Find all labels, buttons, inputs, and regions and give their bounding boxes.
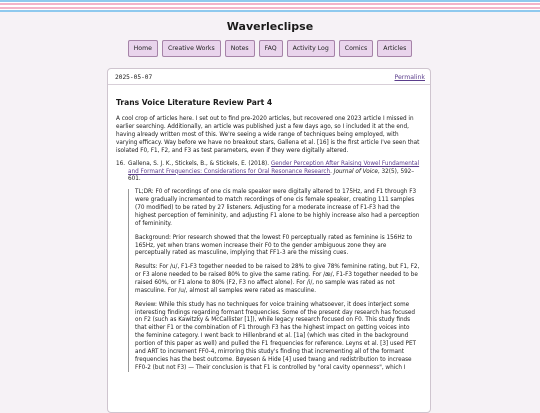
nav-creative-works[interactable]: Creative Works: [162, 40, 221, 57]
post-date: 2025-05-07: [115, 74, 153, 81]
nav-home[interactable]: Home: [128, 40, 158, 57]
review-text: Review: While this study has no techniques for voice training whatsoever, it does interject some interesting findings regarding formant frequencies. Some of the present day research has focused on F2 (such as Kawitzky & McCallister [1]), while legacy research focused on F0. This study finds that either F1 or the combination of F1 through F3 has the highest impact on getting voices into the feminine category. I went back to Hillenbrand et al. [1a] (which was cited in the background portion of this paper as well) and pulled the F1 frequencies for reference. Leyns et al. [3] used PET and ART to increment FF0-4, mirroring this study's finding that incrementing all of the formant frequencies has the best outcome. Bøyesen & Hide [4] used twang and redistribution to increase FF0-2 (but not F3) — Their conclusion is that F1 is controlled by "oral cavity openness", which I: [135, 301, 417, 371]
main-nav: [0, 40, 540, 57]
reference-authors: Gallena, S. J. K., Stickels, B., & Stickels, E. (2018).: [128, 160, 270, 167]
post-header: [108, 69, 430, 85]
nav-articles[interactable]: Articles: [377, 40, 412, 57]
reference-entry: [116, 161, 420, 379]
trans-flag-stripe: [0, 0, 540, 9]
reference-title-link[interactable]: Gender Perception After Raising Vowel Fundamental and Formant Frequencies: Considerations for Oral Resonance Research: [128, 160, 420, 175]
post-card: [107, 68, 431, 413]
site-title: Waverleclipse: [226, 20, 314, 33]
nav-notes[interactable]: Notes: [225, 40, 255, 57]
results-text: Results: For /u/, F1-F3 together needed to be raised to 28% to give 78% feminine rating, but F1, F2, or F3 alone needed to be raised 80% to give the same rating. For /æ/, F1-F3 together needed to be raised 60%, or F1 alone to 80% (F2, F3 no affect alone). For /i/, no sample was rated as not masculine. For /u/, almost all samples were rated as masculine.: [135, 264, 420, 294]
post-title: Trans Voice Literature Review Part 4: [116, 98, 273, 107]
background-text: Background: Prior research showed that the lowest F0 perceptually rated as feminine is 156Hz to 165Hz, yet when trans women increase their F0 to the gender ambiguous zone they are perceptually rated as masculine, implying that FF1-3 are the missing cues.: [135, 234, 413, 257]
nav-faq[interactable]: FAQ: [259, 40, 283, 57]
reference-volume: , 32(5), 592–601.: [128, 168, 415, 183]
nav-comics[interactable]: Comics: [339, 40, 373, 57]
reference-content: Gallena, S. J. K., Stickels, B., & Stickels, E. (2018). Gender Perception After Raising Vowel Fundamental and Formant Frequencies: Considerations for Oral Resonance Research. Journal of Voice, 32(5), 592–601. TL;DR: F0 of recordings of one cis male speaker were digitally altered to 175Hz, and F1 through F3 were gradually incremented to match recordings of one cis female speaker, creating 111 samples (70 modified) to be rated by 27 listeners. Adjusting for a moderate increase of F1-F3 had the highest perception of femininity, and adjusting F1 alone to be highly increase also had a perception of femininity. Background: Prior research showed that the lowest F0 perceptually rated as feminine is 156Hz to 165Hz, yet when trans women increase their F0 to the gender ambiguous zone they are perceptually rated as masculine, implying that FF1-3 are the missing cues. Results: For /u/, F1-F3 together needed to be raised to 28% to give 78% feminine rating, but F1, F2, or F3 alone needed to be raised 80% to give the same rating. For /æ/, F1-F3 together needed to be raised 60%, or F1 alone to 80% (F2, F3 no affect alone). For /i/, no sample was rated as not masculine. For /u/, almost all samples were rated as masculine. Review: While this study has no techniques for voice training whatsoever, it does interject some interesting findings regarding formant frequencies. Some of the present day research has focused on F2 (such as Kawitzky & McCallister [1]), while legacy research focused on F0. This study finds that either F1 or the combination of F1 through F3 has the highest impact on getting voices into the feminine category. I went back to Hillenbrand et al. [1a] (which was cited in the background portion of this paper as well) and pulled the F1 frequencies for reference. Leyns et al. [3] used PET and ART to increment FF0-4, mirroring this study's finding that incrementing all of the formant frequencies has the best outcome. Bøyesen & Hide [4] used twang and redistribution to increase FF0-2 (but not F3) — Their conclusion is that F1 is controlled by "oral cavity openness", which I: [128, 160, 420, 371]
post-intro: A cool crop of articles here. I set out to find pre-2020 articles, but recovered one 2023 article I missed in earlier searching. Additionally, an article was published just a few days ago, so I included it at the end, having already written most of this. We're seeing a wide range of techniques being employed, with varying efficacy. Way before we have no breakout stars, Gallena et al. [16] is the first article I've seen that isolated F0, F1, F2, and F3 as test parameters, even if they were digitally altered.: [116, 116, 420, 154]
reference-notes: [128, 189, 420, 372]
nav-activity-log[interactable]: Activity Log: [287, 40, 335, 57]
tldr-text: TL;DR: F0 of recordings of one cis male speaker were digitally altered to 175Hz, and F1 through F3 were gradually incremented to match recordings of one cis female speaker, creating 111 samples (70 modified) to be rated by 27 listeners. Adjusting for a moderate increase of F1-F3 had the highest perception of femininity, and adjusting F1 alone to be highly increase also had a perception of femininity.: [135, 189, 420, 227]
reference-journal: Journal of Voice: [333, 168, 378, 175]
permalink-link[interactable]: Permalink: [394, 74, 425, 81]
reference-number: 16.: [116, 160, 126, 167]
post-body: [108, 85, 430, 378]
